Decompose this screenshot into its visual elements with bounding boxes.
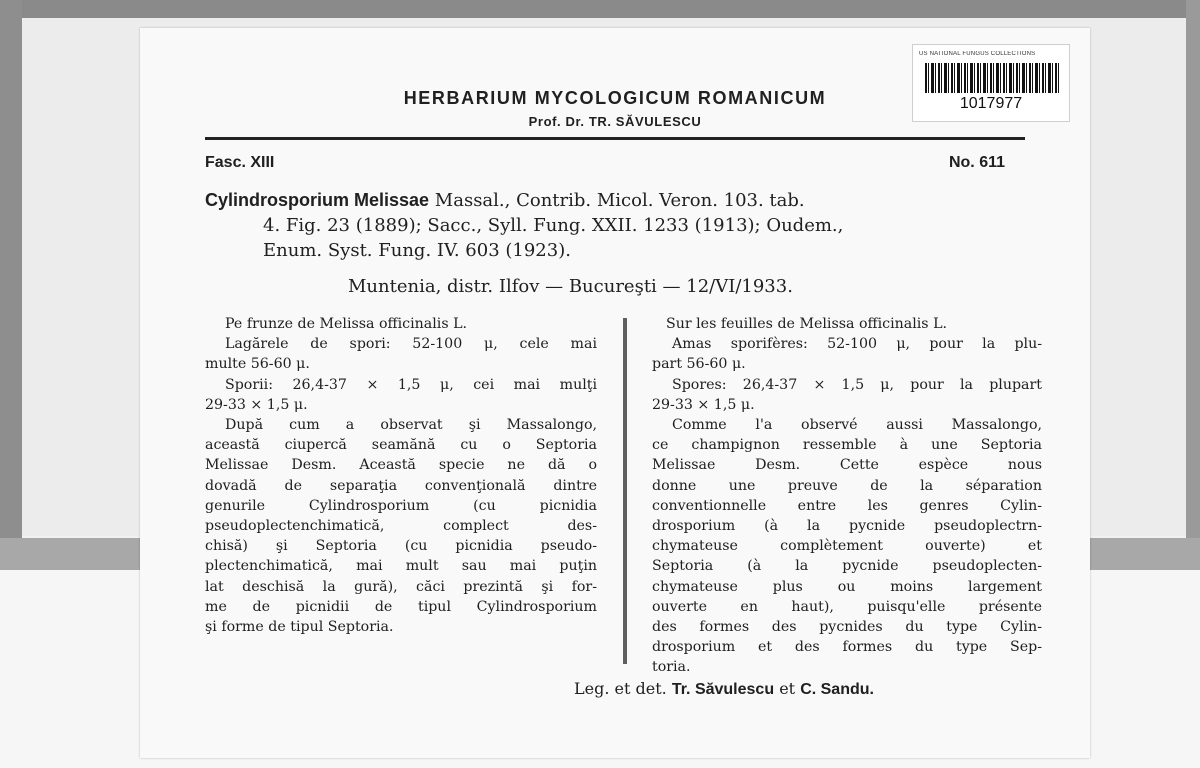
- text-line: chymateuse complètement ouverte) et: [652, 538, 1042, 555]
- citation-line: Massal., Contrib. Micol. Veron. 103. tab.: [434, 190, 805, 211]
- species-name: Cylindrosporium Melissae: [205, 190, 430, 210]
- text-line: Septoria (à la pycnide pseudoplecten-: [652, 558, 1042, 575]
- barcode-number: 1017977: [959, 95, 1023, 112]
- barcode-collection-name: US NATIONAL FUNGUS COLLECTIONS: [919, 51, 1036, 57]
- text-line: Sur les feuilles de Melissa officinalis L.: [666, 316, 948, 332]
- collector-name: Tr. Săvulescu: [671, 681, 775, 698]
- text-line: pseudoplectenchimatică, complect des-: [205, 518, 597, 535]
- text-line: toria.: [652, 659, 691, 676]
- text-line: plectenchimatică, mai mult sau mai puţin: [205, 558, 597, 575]
- species-citation: [205, 188, 1035, 263]
- background-top-band: [0, 0, 1200, 20]
- text-line: Pe frunze de Melissa officinalis L.: [225, 316, 468, 332]
- text-line: 29-33 × 1,5 μ.: [205, 396, 308, 413]
- citation-line: Enum. Syst. Fung. IV. 603 (1923).: [263, 240, 571, 261]
- text-line: des formes des pycnides du type Cylin-: [652, 619, 1042, 636]
- text-line: această ciupercă seamănă cu o Septoria: [205, 437, 597, 454]
- text-line: dovadă de separaţia convenţională dintre: [205, 477, 597, 494]
- text-line: Comme l'a observé aussi Massalongo,: [672, 417, 1042, 434]
- background-left-band: [0, 0, 22, 560]
- text-line: Amas sporifères: 52-100 μ, pour la plu-: [672, 336, 1042, 353]
- text-line: După cum a observat şi Massalongo,: [225, 417, 597, 434]
- barcode-icon: [925, 63, 1059, 93]
- citation-line: 4. Fig. 23 (1889); Sacc., Syll. Fung. XXII. 1233 (1913); Oudem.,: [263, 215, 844, 236]
- description-romanian: [205, 314, 597, 637]
- text-line: chisă) şi Septoria (cu picnidia pseudo-: [205, 538, 597, 555]
- text-line: drosporium et des formes du type Sep-: [652, 639, 1042, 656]
- text-line: Sporii: 26,4-37 × 1,5 μ, cei mai mulţi: [225, 376, 597, 393]
- header-rule: [205, 137, 1025, 140]
- text-line: genurile Cylindrosporium (cu picnidia: [205, 497, 597, 514]
- text-line: donne une preuve de la séparation: [652, 477, 1042, 494]
- barcode-label: [912, 44, 1070, 122]
- text-line: chymateuse plus ou moins largement: [652, 578, 1042, 595]
- collector-legend: [574, 679, 874, 699]
- text-line: part 56-60 μ.: [652, 356, 746, 373]
- text-line: Melissae Desm. Această specie ne dă o: [205, 457, 597, 474]
- text-line: ce champignon ressemble à une Septoria: [652, 437, 1042, 454]
- background-right-band: [1186, 0, 1200, 560]
- collector-name: C. Sandu.: [800, 681, 874, 698]
- text-line: 29-33 × 1,5 μ.: [652, 396, 755, 413]
- text-line: multe 56-60 μ.: [205, 356, 310, 373]
- text-line: şi forme de tipul Septoria.: [205, 619, 394, 636]
- specimen-number: No. 611: [948, 154, 1005, 171]
- text-line: drosporium (à la pycnide pseudoplectrn-: [652, 518, 1042, 535]
- text-line: me de picnidii de tipul Cylindrosporium: [205, 598, 597, 615]
- text-line: ouverte en haut), puisqu'elle présente: [652, 598, 1042, 615]
- text-line: Spores: 26,4-37 × 1,5 μ, pour la plupart: [672, 376, 1042, 393]
- fascicle-number: Fasc. XIII: [205, 154, 275, 171]
- herbarium-subtitle: Prof. Dr. TR. SĂVULESCU: [528, 114, 702, 129]
- herbarium-title: HERBARIUM MYCOLOGICUM ROMANICUM: [403, 88, 827, 108]
- text-line: lat deschisă la gură), căci prezintă şi for-: [205, 578, 597, 595]
- legend-conjunction: et: [779, 679, 796, 698]
- column-divider: [623, 318, 627, 664]
- legend-prefix: Leg. et det.: [574, 679, 667, 698]
- text-line: Lagărele de spori: 52-100 μ, cele mai: [225, 336, 597, 353]
- description-french: [652, 314, 1042, 678]
- collection-locality: Muntenia, distr. Ilfov — Bucureşti — 12/VI/1933.: [348, 276, 793, 297]
- text-line: conventionnelle entre les genres Cylin-: [652, 497, 1042, 514]
- text-line: Melissae Desm. Cette espèce nous: [652, 457, 1042, 474]
